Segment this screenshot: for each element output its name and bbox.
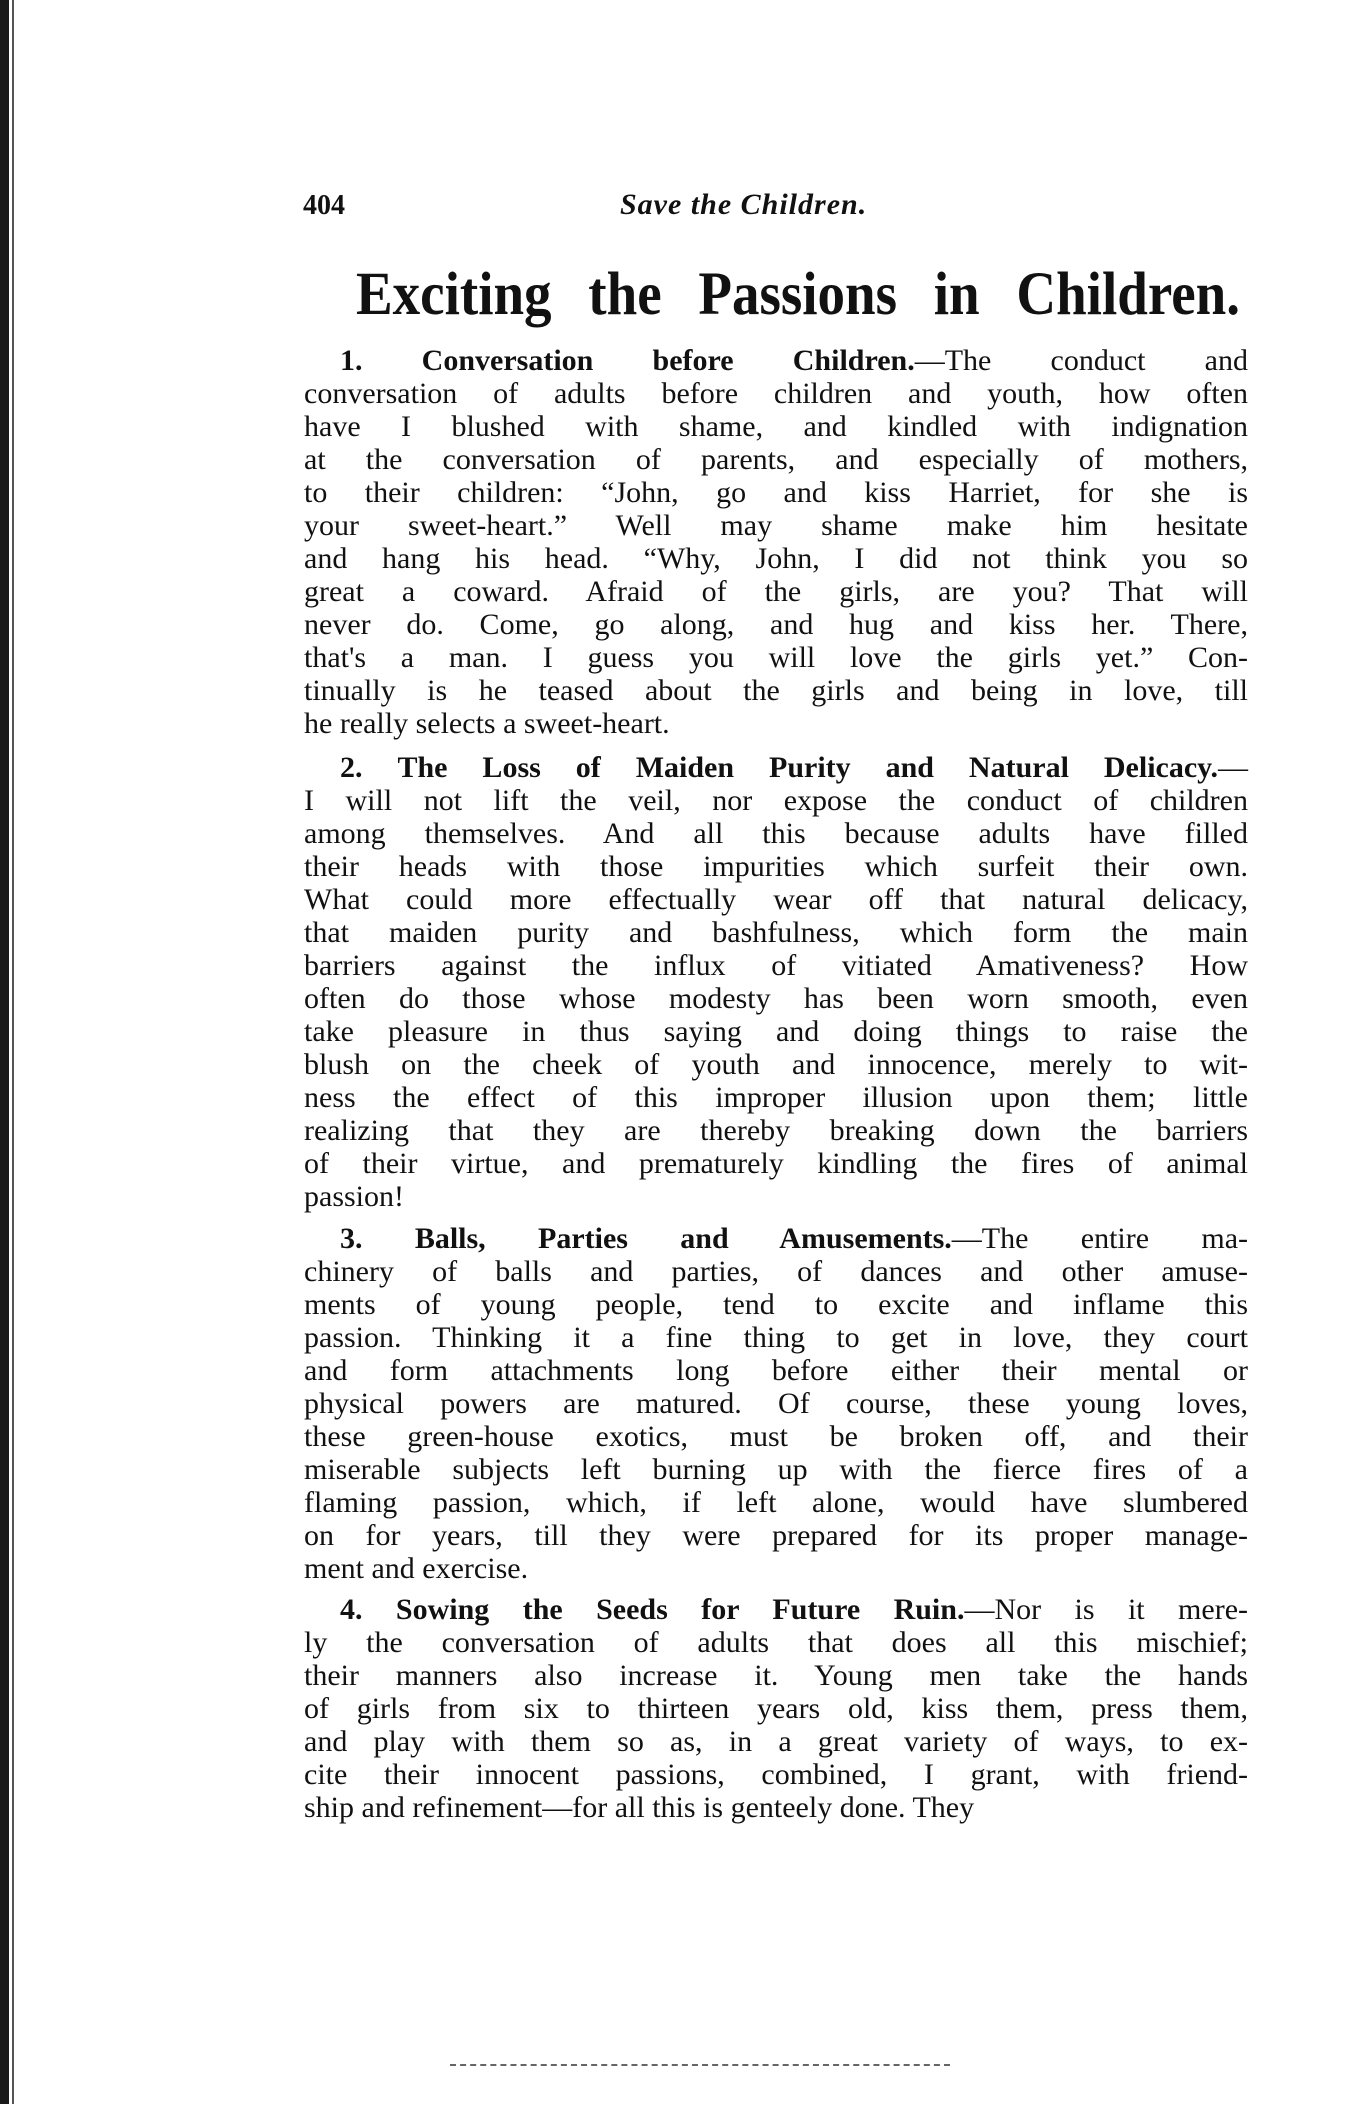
line-text: and play with them so as, in a great variety of ways, to ex- (304, 1725, 1248, 1758)
text-line (304, 1791, 1248, 1824)
text-line (304, 751, 1248, 784)
line-text: —Nor is it mere- (964, 1593, 1249, 1626)
paragraph-number: 2. (340, 751, 363, 784)
line-text: great a coward. Afraid of the girls, are you? That will (304, 575, 1248, 608)
text-line (304, 1758, 1248, 1791)
text-line (304, 1147, 1248, 1180)
text-line (304, 1552, 1248, 1585)
paragraph-1 (304, 344, 1248, 740)
line-text: at the conversation of parents, and especially of mothers, (304, 443, 1248, 476)
line-text: on for years, till they were prepared for its proper manage- (304, 1519, 1248, 1552)
line-text: take pleasure in thus saying and doing things to raise the (304, 1015, 1248, 1048)
text-line (304, 1321, 1248, 1354)
line-text: realizing that they are thereby breaking down the barriers (304, 1114, 1248, 1147)
text-line (304, 1015, 1248, 1048)
text-line (304, 509, 1248, 542)
line-text: and hang his head. “Why, John, I did not think you so (304, 542, 1248, 575)
text-line (304, 476, 1248, 509)
paragraph-number: 1. (340, 344, 363, 377)
line-text: ly the conversation of adults that does all this mischief; (304, 1626, 1248, 1659)
text-line (304, 1222, 1248, 1255)
line-text: he really selects a sweet-heart. (304, 707, 670, 740)
line-text: barriers against the influx of vitiated Amativeness? How (304, 949, 1248, 982)
line-text: and form attachments long before either their mental or (304, 1354, 1248, 1387)
line-text: their heads with those impurities which surfeit their own. (304, 850, 1248, 883)
text-line (304, 1725, 1248, 1758)
line-text: tinually is he teased about the girls and being in love, till (304, 674, 1248, 707)
text-line (304, 1519, 1248, 1552)
line-text: chinery of balls and parties, of dances and other amuse- (304, 1255, 1248, 1288)
line-text: that's a man. I guess you will love the girls yet.” Con- (304, 641, 1248, 674)
text-line (304, 674, 1248, 707)
line-text: ment and exercise. (304, 1552, 529, 1585)
text-line (304, 1048, 1248, 1081)
page-number: 404 (303, 190, 345, 221)
paragraph-heading: Conversation before Children. (421, 344, 915, 377)
text-line (304, 1354, 1248, 1387)
text-line (304, 850, 1248, 883)
running-title: Save the Children. (620, 188, 868, 221)
line-text: flaming passion, which, if left alone, would have slumbered (304, 1486, 1248, 1519)
line-text: passion. Thinking it a fine thing to get in love, they court (304, 1321, 1248, 1354)
line-text: their manners also increase it. Young men take the hands (304, 1659, 1248, 1692)
text-line (304, 1692, 1248, 1725)
text-line (304, 575, 1248, 608)
line-text: — (1218, 751, 1248, 784)
text-line (304, 1387, 1248, 1420)
text-line (304, 1626, 1248, 1659)
book-binding-shadow (12, 0, 14, 2104)
line-text: to their children: “John, go and kiss Harriet, for she is (304, 476, 1248, 509)
line-text: miserable subjects left burning up with the fierce fires of a (304, 1453, 1248, 1486)
line-text: have I blushed with shame, and kindled with indignation (304, 410, 1248, 443)
line-text: conversation of adults before children and youth, how often (304, 377, 1248, 410)
line-text: physical powers are matured. Of course, these young loves, (304, 1387, 1248, 1420)
paragraph-heading: Balls, Parties and Amusements. (414, 1222, 952, 1255)
line-text: —The conduct and (914, 344, 1248, 377)
paragraph-number: 3. (340, 1222, 363, 1255)
text-line (304, 443, 1248, 476)
text-line (304, 817, 1248, 850)
line-text: of girls from six to thirteen years old, kiss them, press them, (304, 1692, 1248, 1725)
book-binding-edge (0, 0, 9, 2104)
line-text: blush on the cheek of youth and innocence, merely to wit- (304, 1048, 1248, 1081)
text-line (304, 1081, 1248, 1114)
line-text: —The entire ma- (951, 1222, 1249, 1255)
text-line (304, 1593, 1248, 1626)
paragraph-3 (304, 1222, 1248, 1585)
text-line (304, 1255, 1248, 1288)
text-line (304, 344, 1248, 377)
text-line (304, 982, 1248, 1015)
line-text: of their virtue, and prematurely kindling the fires of animal (304, 1147, 1248, 1180)
paragraph-2 (304, 751, 1248, 1213)
line-text: I will not lift the veil, nor expose the conduct of children (304, 784, 1248, 817)
text-line (304, 1114, 1248, 1147)
text-line (304, 883, 1248, 916)
text-line (304, 641, 1248, 674)
text-line (304, 1659, 1248, 1692)
line-text: cite their innocent passions, combined, I grant, with friend- (304, 1758, 1248, 1791)
text-line (304, 949, 1248, 982)
text-line (304, 542, 1248, 575)
line-text: these green-house exotics, must be broken off, and their (304, 1420, 1248, 1453)
line-text: never do. Come, go along, and hug and kiss her. There, (304, 608, 1248, 641)
paragraph-heading: Sowing the Seeds for Future Ruin. (395, 1593, 965, 1626)
bottom-rule (450, 2064, 950, 2066)
line-text: ness the effect of this improper illusion upon them; little (304, 1081, 1248, 1114)
line-text: often do those whose modesty has been worn smooth, even (304, 982, 1248, 1015)
text-line (304, 377, 1248, 410)
text-line (304, 1288, 1248, 1321)
text-line (304, 784, 1248, 817)
text-line (304, 916, 1248, 949)
text-line (304, 410, 1248, 443)
text-line (304, 1486, 1248, 1519)
line-text: passion! (304, 1180, 404, 1213)
paragraph-number: 4. (340, 1593, 363, 1626)
line-text: ments of young people, tend to excite and inflame this (304, 1288, 1248, 1321)
chapter-title: Exciting the Passions in Children. (356, 259, 1240, 328)
text-line (304, 1420, 1248, 1453)
text-line (304, 1453, 1248, 1486)
text-line (304, 707, 1248, 740)
paragraph-4 (304, 1593, 1248, 1824)
line-text: ship and refinement—for all this is genteely done. They (304, 1791, 975, 1824)
text-line (304, 1180, 1248, 1213)
line-text: that maiden purity and bashfulness, which form the main (304, 916, 1248, 949)
line-text: your sweet-heart.” Well may shame make him hesitate (304, 509, 1248, 542)
text-line (304, 608, 1248, 641)
paragraph-heading: The Loss of Maiden Purity and Natural Delicacy. (397, 751, 1218, 784)
line-text: among themselves. And all this because adults have filled (304, 817, 1248, 850)
line-text: What could more effectually wear off that natural delicacy, (304, 883, 1248, 916)
